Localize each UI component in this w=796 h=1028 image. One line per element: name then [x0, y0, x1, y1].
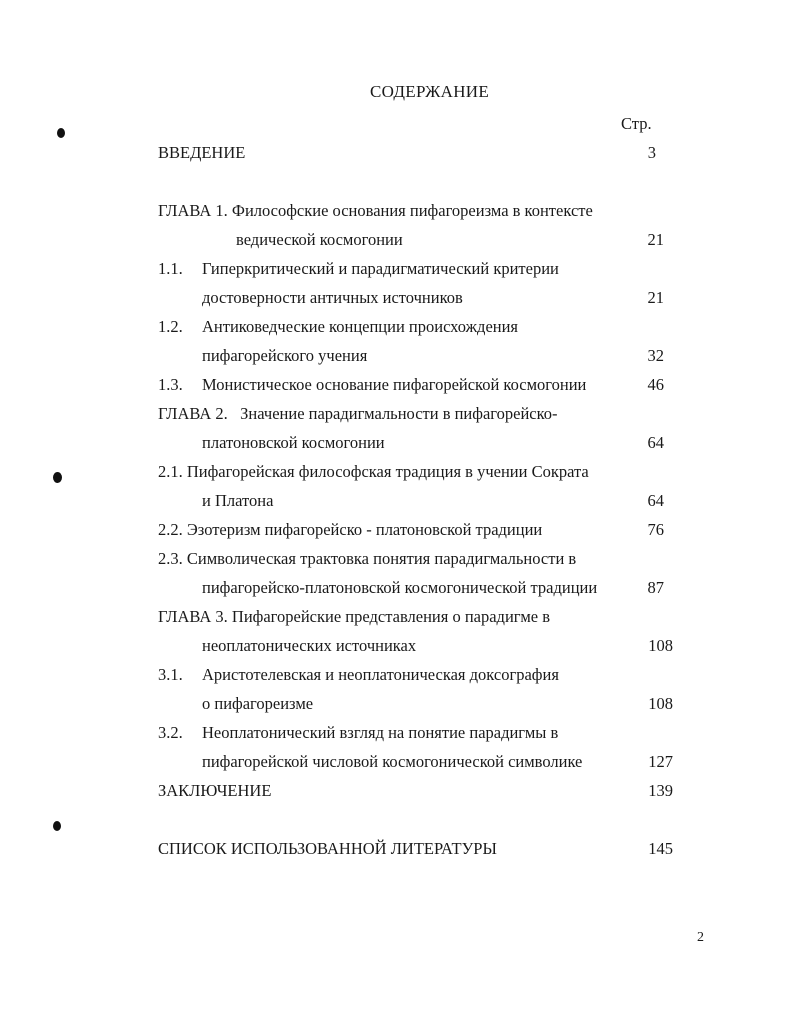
toc-entry-title-cont: и Платона [202, 491, 274, 510]
toc-entry-page: 127 [648, 752, 673, 771]
toc-entry-page: 139 [648, 781, 673, 800]
toc-entry-page: 46 [647, 375, 664, 394]
toc-entry-number: 3.1. [158, 665, 183, 684]
toc-entry-number: 3.2. [158, 723, 183, 742]
toc-entry-title: ВВЕДЕНИЕ [158, 143, 246, 162]
toc-entry-title: Аристотелевская и неоплатоническая доксография [202, 665, 559, 684]
punch-hole-mark [57, 128, 65, 138]
toc-entry-page: 21 [647, 230, 664, 249]
punch-hole-mark [53, 472, 62, 483]
toc-entry-title: Антиковедческие концепции происхождения [202, 317, 519, 336]
toc-entry-title: СПИСОК ИСПОЛЬЗОВАННОЙ ЛИТЕРАТУРЫ [158, 839, 497, 858]
toc-entry-number: 1.3. [158, 375, 183, 394]
toc-entry-title-cont: ведической космогонии [236, 230, 403, 249]
toc-entry-page: 145 [648, 839, 673, 858]
toc-entry-title: ГЛАВА 1. Философские основания пифагореизма в контексте [158, 201, 593, 220]
toc-entry-page: 21 [647, 288, 664, 307]
toc-entry-title-cont: пифагорейской числовой космогонической символике [202, 752, 583, 771]
toc-entry-title-cont: платоновской космогонии [202, 433, 385, 452]
toc-entry-title-cont: пифагорейско-платоновской космогонической традиции [202, 578, 598, 597]
page-column-label: Стр. [621, 114, 652, 133]
page-number: 2 [697, 930, 704, 945]
toc-entry-title: 2.3. Символическая трактовка понятия парадигмальности в [158, 549, 577, 568]
toc-entry-title: 2.2. Эзотеризм пифагорейско - платоновской традиции [158, 520, 543, 539]
toc-entry-page: 64 [647, 433, 664, 452]
toc-entry-number: 1.1. [158, 259, 183, 278]
toc-entry-page: 76 [647, 520, 664, 539]
toc-entry-title-cont: достоверности античных источников [202, 288, 463, 307]
toc-entry-page: 32 [647, 346, 664, 365]
toc-entry-title: 2.1. Пифагорейская философская традиция в учении Сократа [158, 462, 589, 481]
punch-hole-mark [53, 821, 61, 831]
toc-entry-page: 3 [647, 143, 656, 162]
toc-entry-title: ГЛАВА 2. Значение парадигмальности в пифагорейско- [158, 404, 558, 423]
toc-entry-title: Монистическое основание пифагорейской космогонии [202, 375, 587, 394]
toc-entry-title-cont: о пифагореизме [202, 694, 314, 713]
toc-entry-title-cont: пифагорейского учения [202, 346, 368, 365]
toc-entry-page: 64 [647, 491, 664, 510]
toc-entry-title: ЗАКЛЮЧЕНИЕ [158, 781, 272, 800]
toc-entry-title-cont: неоплатонических источниках [202, 636, 417, 655]
toc-entry-number: 1.2. [158, 317, 183, 336]
toc-entry-page: 87 [647, 578, 664, 597]
toc-entry-title: Неоплатонический взгляд на понятие парадигмы в [202, 723, 559, 742]
toc-entry-title: Гиперкритический и парадигматический критерии [202, 259, 559, 278]
toc-entry-title: ГЛАВА 3. Пифагорейские представления о парадигме в [158, 607, 551, 626]
toc-entry-page: 108 [648, 694, 673, 713]
page-title: СОДЕРЖАНИЕ [370, 82, 490, 101]
toc-entry-page: 108 [648, 636, 673, 655]
